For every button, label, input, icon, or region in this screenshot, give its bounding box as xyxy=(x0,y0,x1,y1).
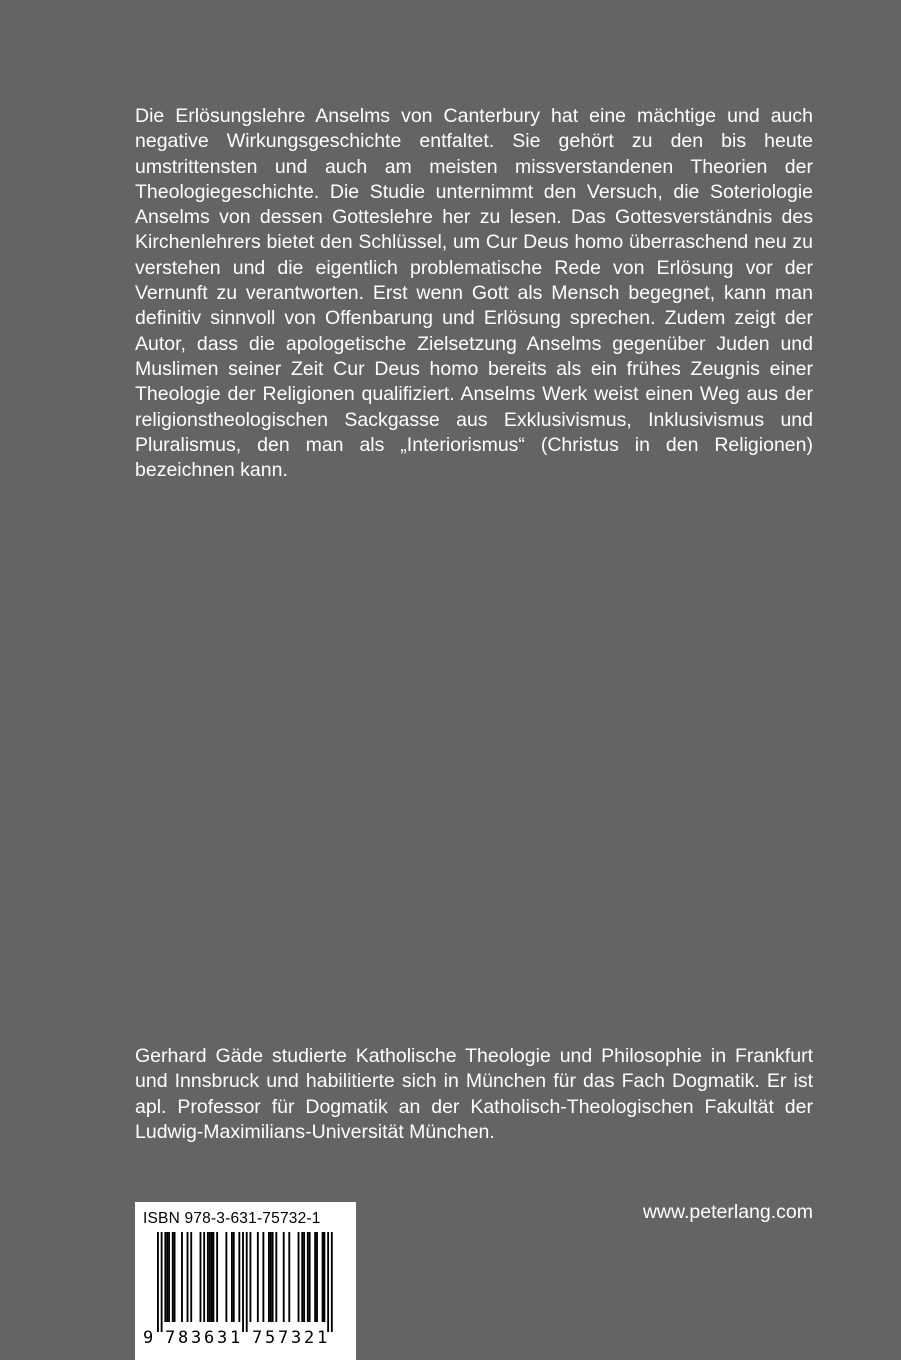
barcode-bar xyxy=(157,1232,159,1332)
barcode-bar xyxy=(203,1232,205,1322)
barcode-bar xyxy=(225,1232,227,1322)
barcode-digit: 1 xyxy=(317,1328,328,1348)
barcode-bar xyxy=(324,1232,326,1322)
barcode-bar xyxy=(200,1232,202,1322)
barcode-bar xyxy=(211,1232,213,1322)
barcode-bar xyxy=(187,1232,189,1322)
barcode-bar xyxy=(316,1232,318,1322)
barcode-bar xyxy=(250,1232,252,1322)
barcode-bar xyxy=(298,1232,300,1322)
barcode-bar xyxy=(327,1232,329,1332)
barcode-digit: 3 xyxy=(291,1328,302,1348)
barcode-bar xyxy=(233,1232,235,1322)
barcode-bar xyxy=(322,1232,324,1322)
barcode-bar xyxy=(242,1232,244,1332)
barcode-bar xyxy=(161,1232,163,1332)
blurb-text: Die Erlösungslehre Anselms von Canterbury hat eine mächtige und auch negative Wirkungsgeschichte entfaltet. Sie gehört zu den bis heute umstrittensten und auch am meisten missverstandenen Theorien der Theologiegeschichte. Die Studie unternimmt den Versuch, die Soteriologie Anselms von dessen Gotteslehre her zu lesen. Das Gottesverständnis des Kirchenlehrers bietet den Schlüssel, um Cur Deus homo überraschend neu zu verstehen und die eigentlich problematische Rede von Erlösung vor der Vernunft zu verantworten. Erst wenn Gott als Mensch begegnet, kann man definitiv sinnvoll von Offenbarung und Erlösung sprechen. Zudem zeigt der Autor, dass die apologetische Zielsetzung Anselms gegenüber Juden und Muslimen seiner Zeit Cur Deus homo bereits als ein frühes Zeugnis einer Theologie der Religionen qualifiziert. Anselms Werk weist einen Weg aus der religionstheologischen Sackgasse aus Exklusivismus, Inklusivismus und Pluralismus, den man als „Interiorismus“ (Christus in den Religionen) bezeichnen kann. xyxy=(135,105,813,482)
barcode-bar xyxy=(307,1232,309,1322)
barcode-bar xyxy=(272,1232,274,1322)
publisher-url[interactable]: www.peterlang.com xyxy=(642,1201,813,1223)
author-bio-text: Gerhard Gäde studierte Katholische Theologie und Philosophie in Frankfurt und Innsbruck und habilitierte sich in München für das Fach Dogmatik. Er ist apl. Professor für Dogmatik an der Katholisch-Theologischen Fakultät der Ludwig-Maximilians-Universität München. xyxy=(135,1045,813,1143)
barcode-bar xyxy=(213,1232,215,1322)
barcode-bar xyxy=(231,1232,233,1322)
barcode-bar xyxy=(164,1232,166,1322)
barcode-bar xyxy=(303,1232,305,1322)
barcode-bar xyxy=(314,1232,316,1322)
isbn-label: ISBN 978-3-631-75732-1 xyxy=(143,1210,321,1227)
barcode-digit: 7 xyxy=(165,1328,176,1348)
barcode-digit: 8 xyxy=(178,1328,189,1348)
barcode-bar xyxy=(270,1232,272,1322)
barcode-digit: 5 xyxy=(265,1328,276,1348)
barcode-bar xyxy=(174,1232,176,1322)
barcode-digit: 9 xyxy=(143,1328,154,1348)
isbn-barcode xyxy=(135,1202,356,1360)
barcode-bar xyxy=(238,1232,240,1322)
barcode-digit: 7 xyxy=(278,1328,289,1348)
barcode-bar xyxy=(246,1232,248,1332)
barcode-digit: 7 xyxy=(252,1328,263,1348)
barcode-bar xyxy=(331,1232,333,1332)
barcode-bar xyxy=(283,1232,285,1322)
barcode-bar xyxy=(309,1232,311,1322)
barcode-bar xyxy=(209,1232,211,1322)
barcode-bar xyxy=(257,1232,259,1322)
barcode-digit: 3 xyxy=(191,1328,202,1348)
barcode-bar xyxy=(268,1232,270,1322)
barcode-bar xyxy=(207,1232,209,1322)
barcode-bar xyxy=(172,1232,174,1322)
barcode-bar xyxy=(262,1232,264,1322)
barcode-bar xyxy=(216,1232,218,1322)
barcode-digit: 6 xyxy=(204,1328,215,1348)
barcode-bar xyxy=(275,1232,277,1322)
barcode-digit: 2 xyxy=(304,1328,315,1348)
barcode-bars xyxy=(135,1232,356,1332)
barcode-digit: 3 xyxy=(217,1328,228,1348)
barcode-bar xyxy=(301,1232,303,1322)
barcode-bar xyxy=(168,1232,170,1322)
barcode-bar xyxy=(190,1232,192,1322)
barcode-bar xyxy=(181,1232,183,1322)
barcode-bar xyxy=(288,1232,290,1322)
barcode-digit: 1 xyxy=(230,1328,241,1348)
barcode-bar xyxy=(166,1232,168,1322)
